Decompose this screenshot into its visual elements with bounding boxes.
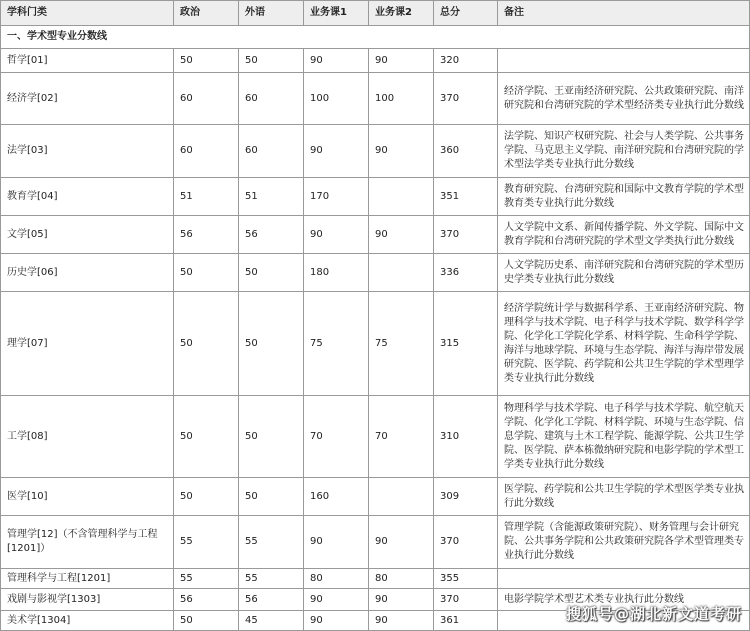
cell-subject: 哲学[01] xyxy=(1,49,174,73)
cell-politics: 50 xyxy=(174,478,239,516)
header-language: 外语 xyxy=(239,1,304,26)
cell-course2: 75 xyxy=(369,292,434,396)
cell-language: 50 xyxy=(239,49,304,73)
cell-politics: 60 xyxy=(174,125,239,178)
cell-course2 xyxy=(369,178,434,216)
cell-politics: 50 xyxy=(174,254,239,292)
cell-politics: 51 xyxy=(174,178,239,216)
header-politics: 政治 xyxy=(174,1,239,26)
cell-course1: 90 xyxy=(304,516,369,569)
header-note: 备注 xyxy=(498,1,750,26)
cell-total: 310 xyxy=(434,396,498,478)
cell-language: 55 xyxy=(239,569,304,589)
header-total: 总分 xyxy=(434,1,498,26)
cell-course2: 90 xyxy=(369,611,434,631)
cell-language: 50 xyxy=(239,396,304,478)
cell-subject: 管理学[12]（不含管理科学与工程[1201]） xyxy=(1,516,174,569)
cell-course1: 90 xyxy=(304,611,369,631)
table-row xyxy=(1,478,750,516)
cell-course2 xyxy=(369,478,434,516)
cell-subject: 工学[08] xyxy=(1,396,174,478)
cell-politics: 50 xyxy=(174,292,239,396)
cell-total: 361 xyxy=(434,611,498,631)
cell-language: 51 xyxy=(239,178,304,216)
cell-politics: 50 xyxy=(174,396,239,478)
cell-subject: 美术学[1304] xyxy=(1,611,174,631)
table-row xyxy=(1,178,750,216)
cell-course2: 90 xyxy=(369,216,434,254)
header-course1: 业务课1 xyxy=(304,1,369,26)
cell-note: 人文学院中文系、新闻传播学院、外文学院、国际中文教育学院和台湾研究院的学术型文学类执行此分数线 xyxy=(498,216,750,254)
cell-total: 320 xyxy=(434,49,498,73)
cell-total: 336 xyxy=(434,254,498,292)
cell-subject: 经济学[02] xyxy=(1,73,174,125)
cell-language: 60 xyxy=(239,125,304,178)
watermark: 搜狐号@湖北新文道考研 xyxy=(565,605,742,623)
cell-language: 45 xyxy=(239,611,304,631)
cell-politics: 50 xyxy=(174,611,239,631)
cell-language: 50 xyxy=(239,292,304,396)
cell-course2: 90 xyxy=(369,125,434,178)
cell-language: 55 xyxy=(239,516,304,569)
cell-course2: 80 xyxy=(369,569,434,589)
cell-note xyxy=(498,569,750,589)
cell-subject: 管理科学与工程[1201] xyxy=(1,569,174,589)
cell-note: 经济学院统计学与数据科学系、王亚南经济研究院、物理科学与技术学院、电子科学与技术学院、数学科学学院、化学化工学院化学系、材料学院、生命科学学院、海洋与地球学院、环境与生态学院、海洋与海岸带发展研究院、医学院、药学院和公共卫生学院的学术型理学类专业执行此分数线 xyxy=(498,292,750,396)
cell-subject: 教育学[04] xyxy=(1,178,174,216)
table-row xyxy=(1,73,750,125)
cell-total: 370 xyxy=(434,516,498,569)
cell-course1: 90 xyxy=(304,216,369,254)
cell-total: 370 xyxy=(434,589,498,611)
cell-politics: 56 xyxy=(174,216,239,254)
cell-note: 管理学院（含能源政策研究院）、财务管理与会计研究院、公共事务学院和公共政策研究院各学术型管理类专业执行此分数线 xyxy=(498,516,750,569)
header-course2: 业务课2 xyxy=(369,1,434,26)
cell-note: 电影学院学术型艺术类专业执行此分数线 xyxy=(498,589,750,611)
cell-note: 教育研究院、台湾研究院和国际中文教育学院的学术型教育类专业执行此分数线 xyxy=(498,178,750,216)
table-row xyxy=(1,125,750,178)
section-title: 一、学术型专业分数线 xyxy=(1,26,750,49)
cell-politics: 50 xyxy=(174,49,239,73)
cell-total: 315 xyxy=(434,292,498,396)
cell-course2: 70 xyxy=(369,396,434,478)
cell-politics: 56 xyxy=(174,589,239,611)
cell-subject: 法学[03] xyxy=(1,125,174,178)
header-row xyxy=(1,1,750,26)
cell-course1: 160 xyxy=(304,478,369,516)
cell-note: 经济学院、王亚南经济研究院、公共政策研究院、南洋研究院和台湾研究院的学术型经济类专业执行此分数线 xyxy=(498,73,750,125)
cell-total: 351 xyxy=(434,178,498,216)
cell-politics: 55 xyxy=(174,569,239,589)
cell-course1: 90 xyxy=(304,589,369,611)
table-row xyxy=(1,292,750,396)
cell-subject: 文学[05] xyxy=(1,216,174,254)
cell-language: 56 xyxy=(239,589,304,611)
cell-total: 370 xyxy=(434,216,498,254)
cell-course2: 90 xyxy=(369,49,434,73)
cell-language: 56 xyxy=(239,216,304,254)
cell-course2: 100 xyxy=(369,73,434,125)
cell-course1: 75 xyxy=(304,292,369,396)
cell-note: 法学院、知识产权研究院、社会与人类学院、公共事务学院、马克思主义学院、南洋研究院和台湾研究院的学术型法学类专业执行此分数线 xyxy=(498,125,750,178)
cell-note xyxy=(498,49,750,73)
table-row xyxy=(1,254,750,292)
cell-subject: 历史学[06] xyxy=(1,254,174,292)
cell-course2: 90 xyxy=(369,589,434,611)
cell-course1: 90 xyxy=(304,125,369,178)
cell-total: 355 xyxy=(434,569,498,589)
cell-note: 医学院、药学院和公共卫生学院的学术型医学类专业执行此分数线 xyxy=(498,478,750,516)
cell-course2 xyxy=(369,254,434,292)
cell-total: 370 xyxy=(434,73,498,125)
table-row xyxy=(1,569,750,589)
cell-language: 50 xyxy=(239,478,304,516)
cell-course1: 180 xyxy=(304,254,369,292)
cell-politics: 60 xyxy=(174,73,239,125)
cell-course1: 80 xyxy=(304,569,369,589)
cell-subject: 戏剧与影视学[1303] xyxy=(1,589,174,611)
cell-course1: 90 xyxy=(304,49,369,73)
table-row xyxy=(1,396,750,478)
cell-language: 60 xyxy=(239,73,304,125)
cell-course1: 170 xyxy=(304,178,369,216)
table-row xyxy=(1,216,750,254)
cell-language: 50 xyxy=(239,254,304,292)
cell-total: 360 xyxy=(434,125,498,178)
section-row xyxy=(1,26,750,49)
cell-subject: 理学[07] xyxy=(1,292,174,396)
cell-total: 309 xyxy=(434,478,498,516)
header-subject: 学科门类 xyxy=(1,1,174,26)
cell-note: 物理科学与技术学院、电子科学与技术学院、航空航天学院、化学化工学院、材料学院、环境与生态学院、信息学院、建筑与土木工程学院、能源学院、公共卫生学院、医学院、萨本栋微纳研究院和电影学院的学术型工学类专业执行此分数线 xyxy=(498,396,750,478)
cell-course1: 70 xyxy=(304,396,369,478)
cell-course2: 90 xyxy=(369,516,434,569)
cell-note: 人文学院历史系、南洋研究院和台湾研究院的学术型历史学类专业执行此分数线 xyxy=(498,254,750,292)
table-row xyxy=(1,49,750,73)
table-row xyxy=(1,516,750,569)
cell-politics: 55 xyxy=(174,516,239,569)
cell-subject: 医学[10] xyxy=(1,478,174,516)
cell-course1: 100 xyxy=(304,73,369,125)
